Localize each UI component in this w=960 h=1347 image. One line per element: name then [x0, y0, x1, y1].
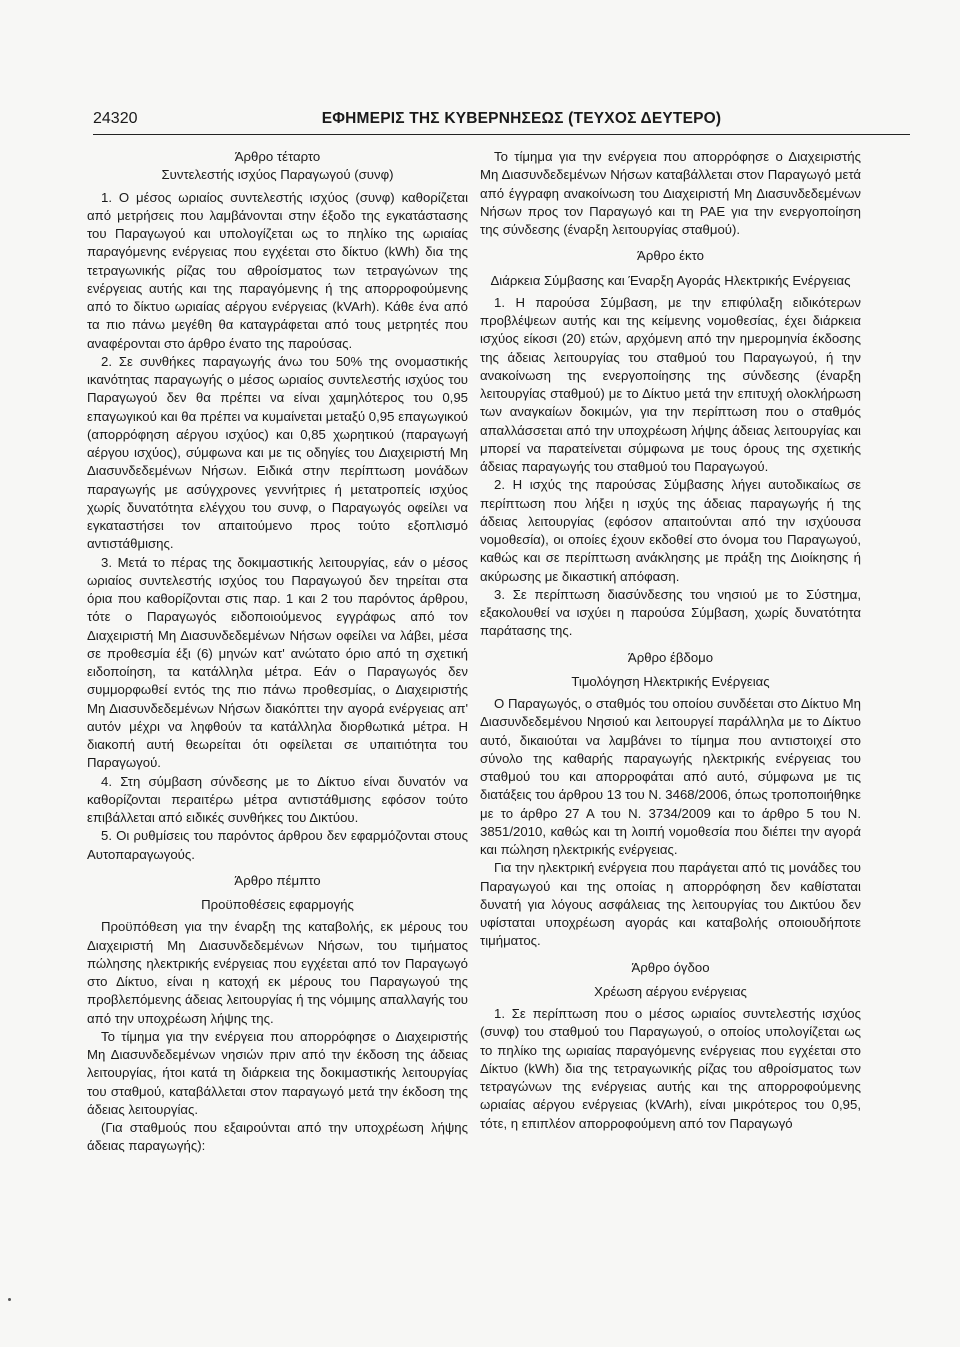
article-8-paragraph-1: 1. Σε περίπτωση που ο μέσος ωριαίος συντελεστής ισχύος (συνφ) του σταθμού του Παραγωγού, ο οποίος υπολογίζεται ως το πηλίκο της ωριαίας παραγόμενης ενέργειας που εγχέεται στο Δίκτυο (kWh) δια της τετραγωνικής ρίζας του αθροίσματος των τετραγώνων της ενέργειας αυτής και της απορροφούμενης ωριαίας αέργου ενέργειας (kVArh), είναι μικρότερος του 0,95, τότε, η επιπλέον απορροφούμενη από τον Παραγωγό	[480, 1006, 861, 1131]
article-4-paragraph-1: 1. Ο μέσος ωριαίος συντελεστής ισχύος (συνφ) καθορίζεται από μετρήσεις που λαμβάνονται στην έξοδο της εγκατάστασης του Παραγωγού και υπολογίζεται ως το πηλίκο της ωριαίας παραγόμενης ενέργειας που εγχέεται στο δίκτυο (kWh) δια της τετραγωνικής ρίζας του αθροίσματος των τετραγώνων της ενέργειας αυτής και της παραγόμενης ή της απορροφούμενης από το δίκτυο ωριαίας αέργου ενέργειας (kVArh). Κάθε ένα από τα πιο πάνω μεγέθη θα καταγράφεται από τους μετρητές που αναφέρονται στο άρθρο ένατο της παρούσας.	[87, 189, 468, 351]
article-4-paragraph-5: 5. Οι ρυθμίσεις του παρόντος άρθρου δεν εφαρμόζονται στους Αυτοπαραγωγούς.	[87, 828, 468, 862]
article-5-paragraph-3: (Για σταθμούς που εξαιρούνται από την υποχρέωση λήψης άδειας παραγωγής):	[87, 1120, 468, 1154]
article-7-paragraph-2: Για την ηλεκτρική ενέργεια που παράγεται από τις μονάδες του Παραγωγού και της οποίας η απορρόφηση δεν καθίσταται δυνατή για λόγους ασφάλειας της λειτουργίας του Δικτύου δεν υφίσταται υποχρέωση αγοράς και καταβολής οποιουδήποτε τιμήματος.	[480, 860, 861, 949]
article-6-paragraph-2: 2. Η ισχύς της παρούσας Σύμβασης λήγει αυτοδικαίως σε περίπτωση που λήξει η ισχύς της άδειας παραγωγής ή της άδειας λειτουργίας (εφόσον απαιτούνται από την ισχύουσα νομοθεσία), οι οποίες έχουν εκδοθεί στο όνομα του Παραγωγού, καθώς και σε περίπτωση ανάκλησης με πράξη της Διοίκησης ή ακύρωσης με δικαστική απόφαση.	[480, 477, 861, 584]
article-4-paragraph-2: 2. Σε συνθήκες παραγωγής άνω του 50% της ονομαστικής ικανότητας παραγωγής ο μέσος ωριαίος συντελεστής ισχύος του Παραγωγού δεν θα πρέπει να είναι χαμηλότερος του 0,95 επαγωγικού και θα πρέπει να κυμαίνεται μεταξύ 0,95 επαγωγικού (απορρόφηση αέργου ισχύος) και 0,85 χωρητικού (παραγωγή αέργου ισχύος), σύμφωνα και με τις οδηγίες του Διαχειριστή Μη Διασυνδεδεμένων Νήσων. Ειδικά στην περίπτωση μονάδων παραγωγής με ασύγχρονες γεννήτριες ή μετατροπείς ισχύος χωρίς δυνατότητα ελέγχου του συνφ, ο Παραγωγός οφείλει να εγκαταστήσει τον απαιτούμενο προς τούτο εξοπλισμό αντιστάθμισης.	[87, 353, 468, 552]
gazette-title: ΕΦΗΜΕΡΙΣ ΤΗΣ ΚΥΒΕΡΝΗΣΕΩΣ (ΤΕΥΧΟΣ ΔΕΥΤΕΡΟ)	[321, 110, 722, 127]
article-8-title: Άρθρο όγδοο	[631, 959, 710, 975]
page-header	[93, 108, 910, 135]
article-6-subtitle: Διάρκεια Σύμβασης και Έναρξη Αγοράς Ηλεκτρικής Ενέργειας	[490, 272, 851, 288]
article-7-subtitle: Τιμολόγηση Ηλεκτρικής Ενέργειας	[571, 673, 770, 689]
article-5-paragraph-1: Προϋπόθεση για την έναρξη της καταβολής, εκ μέρους του Διαχειριστή Μη Διασυνδεδεμένων Νήσων, του τιμήματος πώλησης ηλεκτρικής ενέργειας που εγχέεται από τον Παραγωγό στο Δίκτυο, είναι η κατοχή εκ μέρους του Παραγωγού της προβλεπόμενης άδειας λειτουργίας ή της νόμιμης απαλλαγής του από την υποχρέωση λήψης της.	[87, 919, 468, 1026]
article-7-title: Άρθρο έβδομο	[627, 649, 714, 665]
right-column	[480, 148, 861, 1133]
article-6-title: Άρθρο έκτο	[637, 248, 704, 264]
article-4-paragraph-4: 4. Στη σύμβαση σύνδεσης με το Δίκτυο είναι δυνατόν να καθορίζονται περαιτέρω μέτρα αντιστάθμισης εφόσον τούτο επιβάλλεται από ειδικές συνθήκες του Δικτύου.	[87, 773, 468, 825]
left-column	[87, 148, 468, 1156]
article-5-paragraph-2: Το τίμημα για την ενέργεια που απορρόφησε ο Διαχειριστής Μη Διασυνδεδεμένων νησιών πριν από την έκδοση της άδειας λειτουργίας, ήτοι κατά τη διάρκεια της δοκιμαστικής λειτουργίας του σταθμού, καταβάλλεται στον παραγωγό μετά την έκδοση της άδειας λειτουργίας.	[87, 1028, 468, 1117]
continuation-paragraph: Το τίμημα για την ενέργεια που απορρόφησε ο Διαχειριστής Μη Διασυνδεδεμένων Νήσων καταβάλλεται στον Παραγωγό μετά από έγγραφη ανακοίνωση του Διαχειριστή Μη Διασυνδεδεμένων Νήσων προς τον Παραγωγό και τη ΡΑΕ για την ενεργοποίηση της σύνδεσης (έναρξη λειτουργίας σταθμού).	[480, 149, 861, 237]
article-6-paragraph-3: 3. Σε περίπτωση διασύνδεσης του νησιού με το Σύστημα, εξακολουθεί να ισχύει η παρούσα Σύμβαση, χωρίς δυνατότητα παράτασης της.	[480, 586, 861, 639]
page-number: 24320	[93, 110, 138, 127]
article-6-paragraph-1: 1. Η παρούσα Σύμβαση, με την επιφύλαξη ειδικότερων προβλέψεων αυτής και της κείμενης νομοθεσίας, έχει διάρκεια ισχύος είκοσι (20) ετών, αρχόμενη από την ημερομηνία έκδοσης της άδειας λειτουργίας του σταθμού του Παραγωγού, ή την ανακοίνωση της ενεργοποίησης της σύνδεσης (έναρξη λειτουργίας σταθμού) με το Δίκτυο μετά την επιτυχή ολοκλήρωση των αναγκαίων δοκιμών, για την περίπτωση που ο σταθμός απαλλάσσεται από την υποχρέωση λήψης άδειας λειτουργίας και μπορεί να παρατείνεται σύμφωνα με τους όρους της σχετικής άδειας παραγωγής του σταθμού του Παραγωγού.	[480, 294, 861, 474]
article-4-title: Άρθρο τέταρτο	[234, 149, 321, 164]
article-4-paragraph-3: 3. Μετά το πέρας της δοκιμαστικής λειτουργίας, εάν ο μέσος ωριαίος συντελεστής ισχύος του Παραγωγού δεν τηρείται στα όρια που καθορίζονται στις παρ. 1 και 2 του παρόντος άρθρου, τότε ο Παραγωγός ειδοποιούμενος εγγράφως από τον Διαχειριστή Μη Διασυνδεδεμένων Νήσων οφείλει να λάβει, μέσα σε προθεσμία έξι (6) μηνών κατ' ανώτατο όριο από τη σχετική ειδοποίηση, τα κατάλληλα μέτρα. Εάν ο Παραγωγός δεν συμμορφωθεί εντός της πιο πάνω προθεσμίας, ο Διαχειριστής Μη Διασυνδεδεμένων Νήσων διακόπτει την αγορά ενέργειας απ' αυτόν μέχρι να ληφθούν τα κατάλληλα διορθωτικά μέτρα. Η διακοπή αυτή θεωρείται ότι οφείλεται σε υπαιτιότητα του Παραγωγού.	[87, 554, 468, 771]
scan-speck	[8, 1298, 11, 1301]
article-7-paragraph-1: Ο Παραγωγός, ο σταθμός του οποίου συνδέεται στο Δίκτυο Μη Διασυνδεδεμένου Νησιού και λειτουργεί παράλληλα με το Δίκτυο αυτό, δικαιούται να λαμβάνει το τίμημα που αντιστοιχεί στο σύνολο της καθαρής παραγωγής ηλεκτρικής ενέργειας του σταθμού του και απορροφάται από αυτό, σύμφωνα με τις διατάξεις του άρθρου 13 του Ν. 3468/2006, όπως τροποποιήθηκε με το άρθρο 27 Α του Ν. 3734/2009 και το άρθρο 5 του Ν. 3851/2010, καθώς και τη λοιπή νομοθεσία που διέπει την αγορά και πώληση ηλεκτρικής ενέργειας.	[480, 696, 861, 857]
article-8-subtitle: Χρέωση αέργου ενέργειας	[594, 983, 747, 999]
article-5-subtitle: Προϋποθέσεις εφαρμογής	[201, 897, 354, 912]
article-5-title: Άρθρο πέμπτο	[234, 872, 321, 888]
article-4-subtitle: Συντελεστής ισχύος Παραγωγού (συνφ)	[161, 167, 394, 183]
